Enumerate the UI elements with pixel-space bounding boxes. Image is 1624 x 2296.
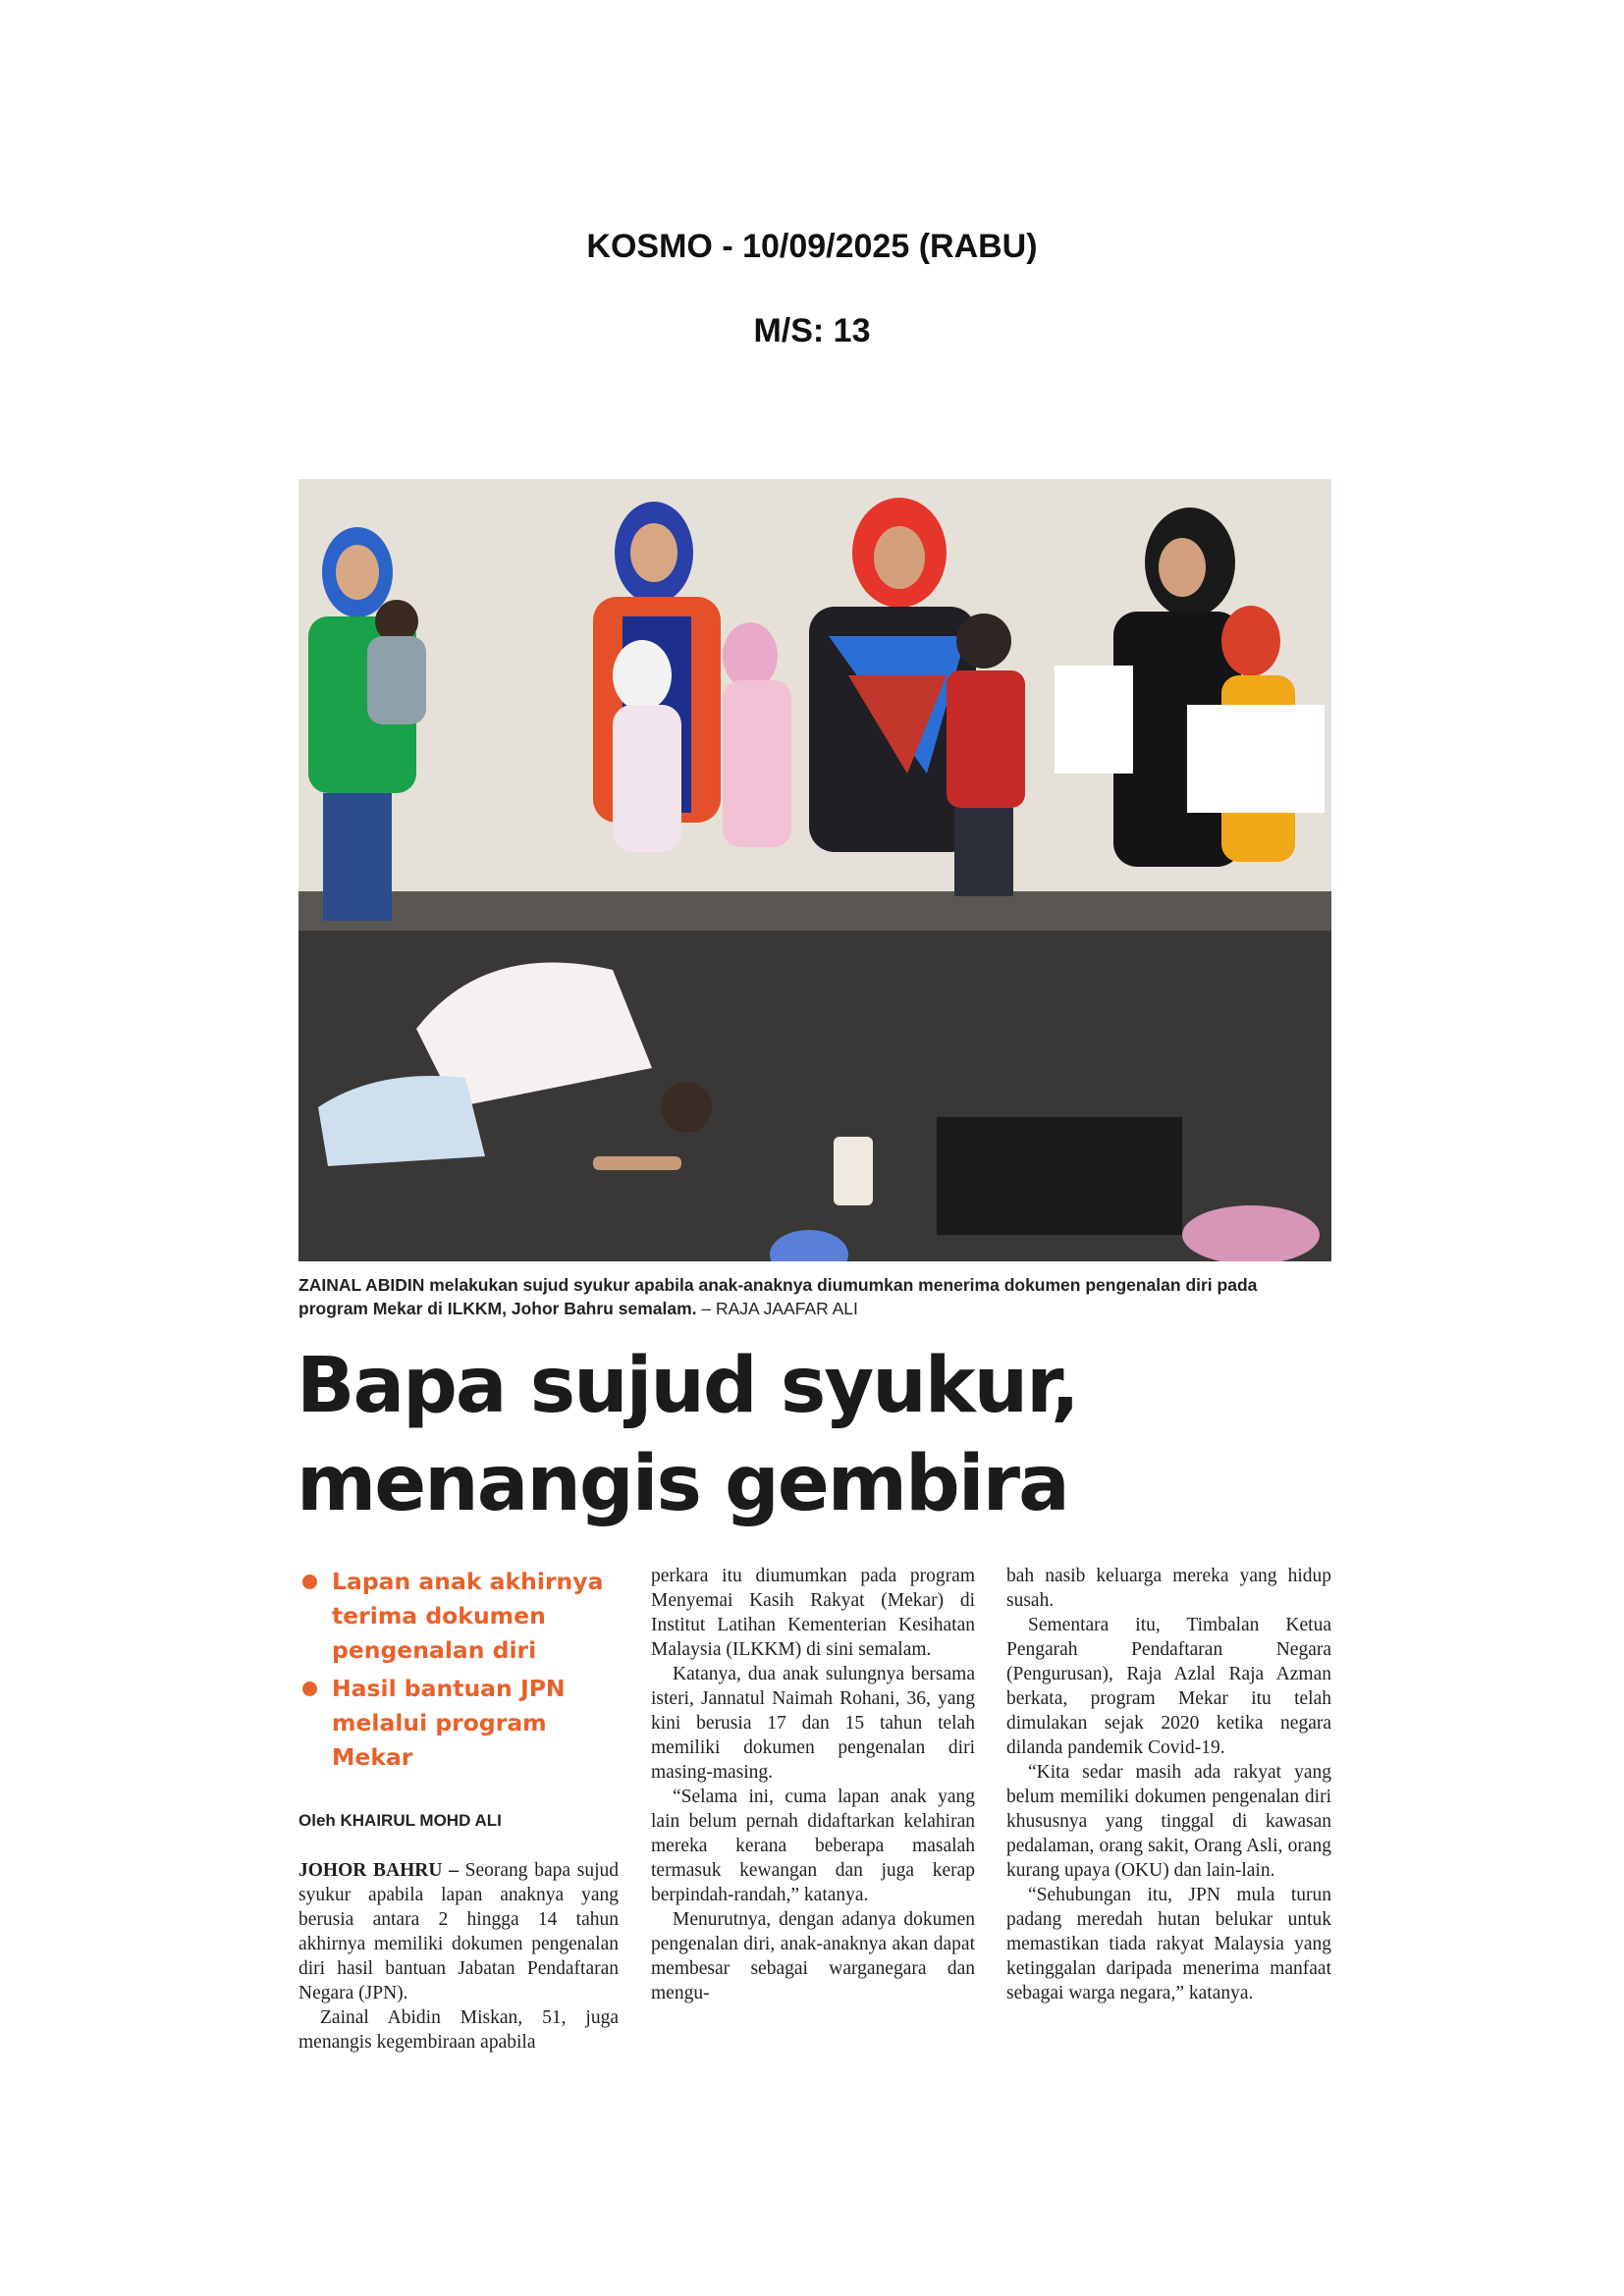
highlights-list	[298, 1565, 632, 1779]
article-paragraph: “Selama ini, cuma lapan anak yang lain belum pernah didaftarkan kelahiran mereka kerana beberapa masalah termasuk kewangan dan juga kerap berpindah-randah,” katanya.	[651, 1787, 975, 1905]
dateline: JOHOR BAHRU –	[298, 1860, 459, 1881]
photo-image	[298, 479, 1331, 1261]
article-paragraph: Sementara itu, Timbalan Ketua Pengarah Pendaftaran Negara (Pengurusan), Raja Azlal Raja Azman berkata, program Mekar itu telah dimulakan sejak 2020 ketika negara dilanda pandemik Covid-19.	[1006, 1615, 1331, 1758]
photo-credit: – RAJA JAAFAR ALI	[696, 1299, 858, 1318]
article-paragraph	[298, 1858, 619, 2005]
article-column-3	[1006, 1564, 1331, 2005]
bullet-dot-icon	[302, 1682, 317, 1696]
headline	[297, 1337, 1337, 1533]
article-paragraph: “Sehubungan itu, JPN mula turun padang meredah hutan belukar untuk memastikan tiada rakyat Malaysia yang ketinggalan daripada menerima manfaat sebagai warga negara,” katanya.	[1006, 1885, 1331, 2003]
headline-line-2: menangis gembira	[297, 1440, 1068, 1528]
article-paragraph: Menurutnya, dengan adanya dokumen pengenalan diri, anak-anaknya akan dapat membesar sebagai warganegara dan mengu-	[651, 1909, 975, 2003]
article-column-1	[298, 1858, 619, 2055]
page-number: M/S: 13	[753, 312, 871, 349]
article-paragraph: perkara itu diumumkan pada program Menyemai Kasih Rakyat (Mekar) di Institut Latihan Kementerian Kesihatan Malaysia (ILKKM) di sini semalam.	[651, 1566, 975, 1660]
highlight-item	[298, 1672, 632, 1775]
article-paragraph: bah nasib keluarga mereka yang hidup susah.	[1006, 1566, 1331, 1611]
paragraph-text: Seorang bapa sujud syukur apabila lapan anaknya yang berusia antara 2 hingga 14 tahun akhirnya memiliki dokumen pengenalan diri hasil bantuan Jabatan Pendaftaran Negara (JPN).	[298, 1860, 619, 2003]
news-photo	[298, 479, 1331, 1261]
highlight-text: Lapan anak akhirnya terima dokumen pengenalan diri	[332, 1568, 604, 1664]
photo-caption	[298, 1273, 1331, 1320]
byline: Oleh KHAIRUL MOHD ALI	[298, 1811, 502, 1830]
article-paragraph: “Kita sedar masih ada rakyat yang belum memiliki dokumen pengenalan diri khususnya yang tinggal di kawasan pedalaman, orang sakit, Orang Asli, orang kurang upaya (OKU) dan lain-lain.	[1006, 1762, 1331, 1881]
headline-line-1: Bapa sujud syukur,	[297, 1342, 1078, 1430]
article-column-2	[651, 1564, 975, 2005]
highlight-text: Hasil bantuan JPN melalui program Mekar	[332, 1675, 566, 1771]
clipping-source: KOSMO - 10/09/2025 (RABU)	[586, 228, 1038, 265]
article-paragraph: Katanya, dua anak sulungnya bersama isteri, Jannatul Naimah Rohani, 36, yang kini berusia 17 dan 15 tahun telah memiliki dokumen pengenalan diri masing-masing.	[651, 1664, 975, 1783]
article-paragraph: Zainal Abidin Miskan, 51, juga menangis kegembiraan apabila	[298, 2007, 619, 2053]
highlight-item	[298, 1565, 632, 1668]
caption-text: ZAINAL ABIDIN melakukan sujud syukur apabila anak-anaknya diumumkan menerima dokumen pengenalan diri pada program Mekar di ILKKM, Johor Bahru semalam.	[298, 1275, 1258, 1318]
bullet-dot-icon	[302, 1575, 317, 1589]
